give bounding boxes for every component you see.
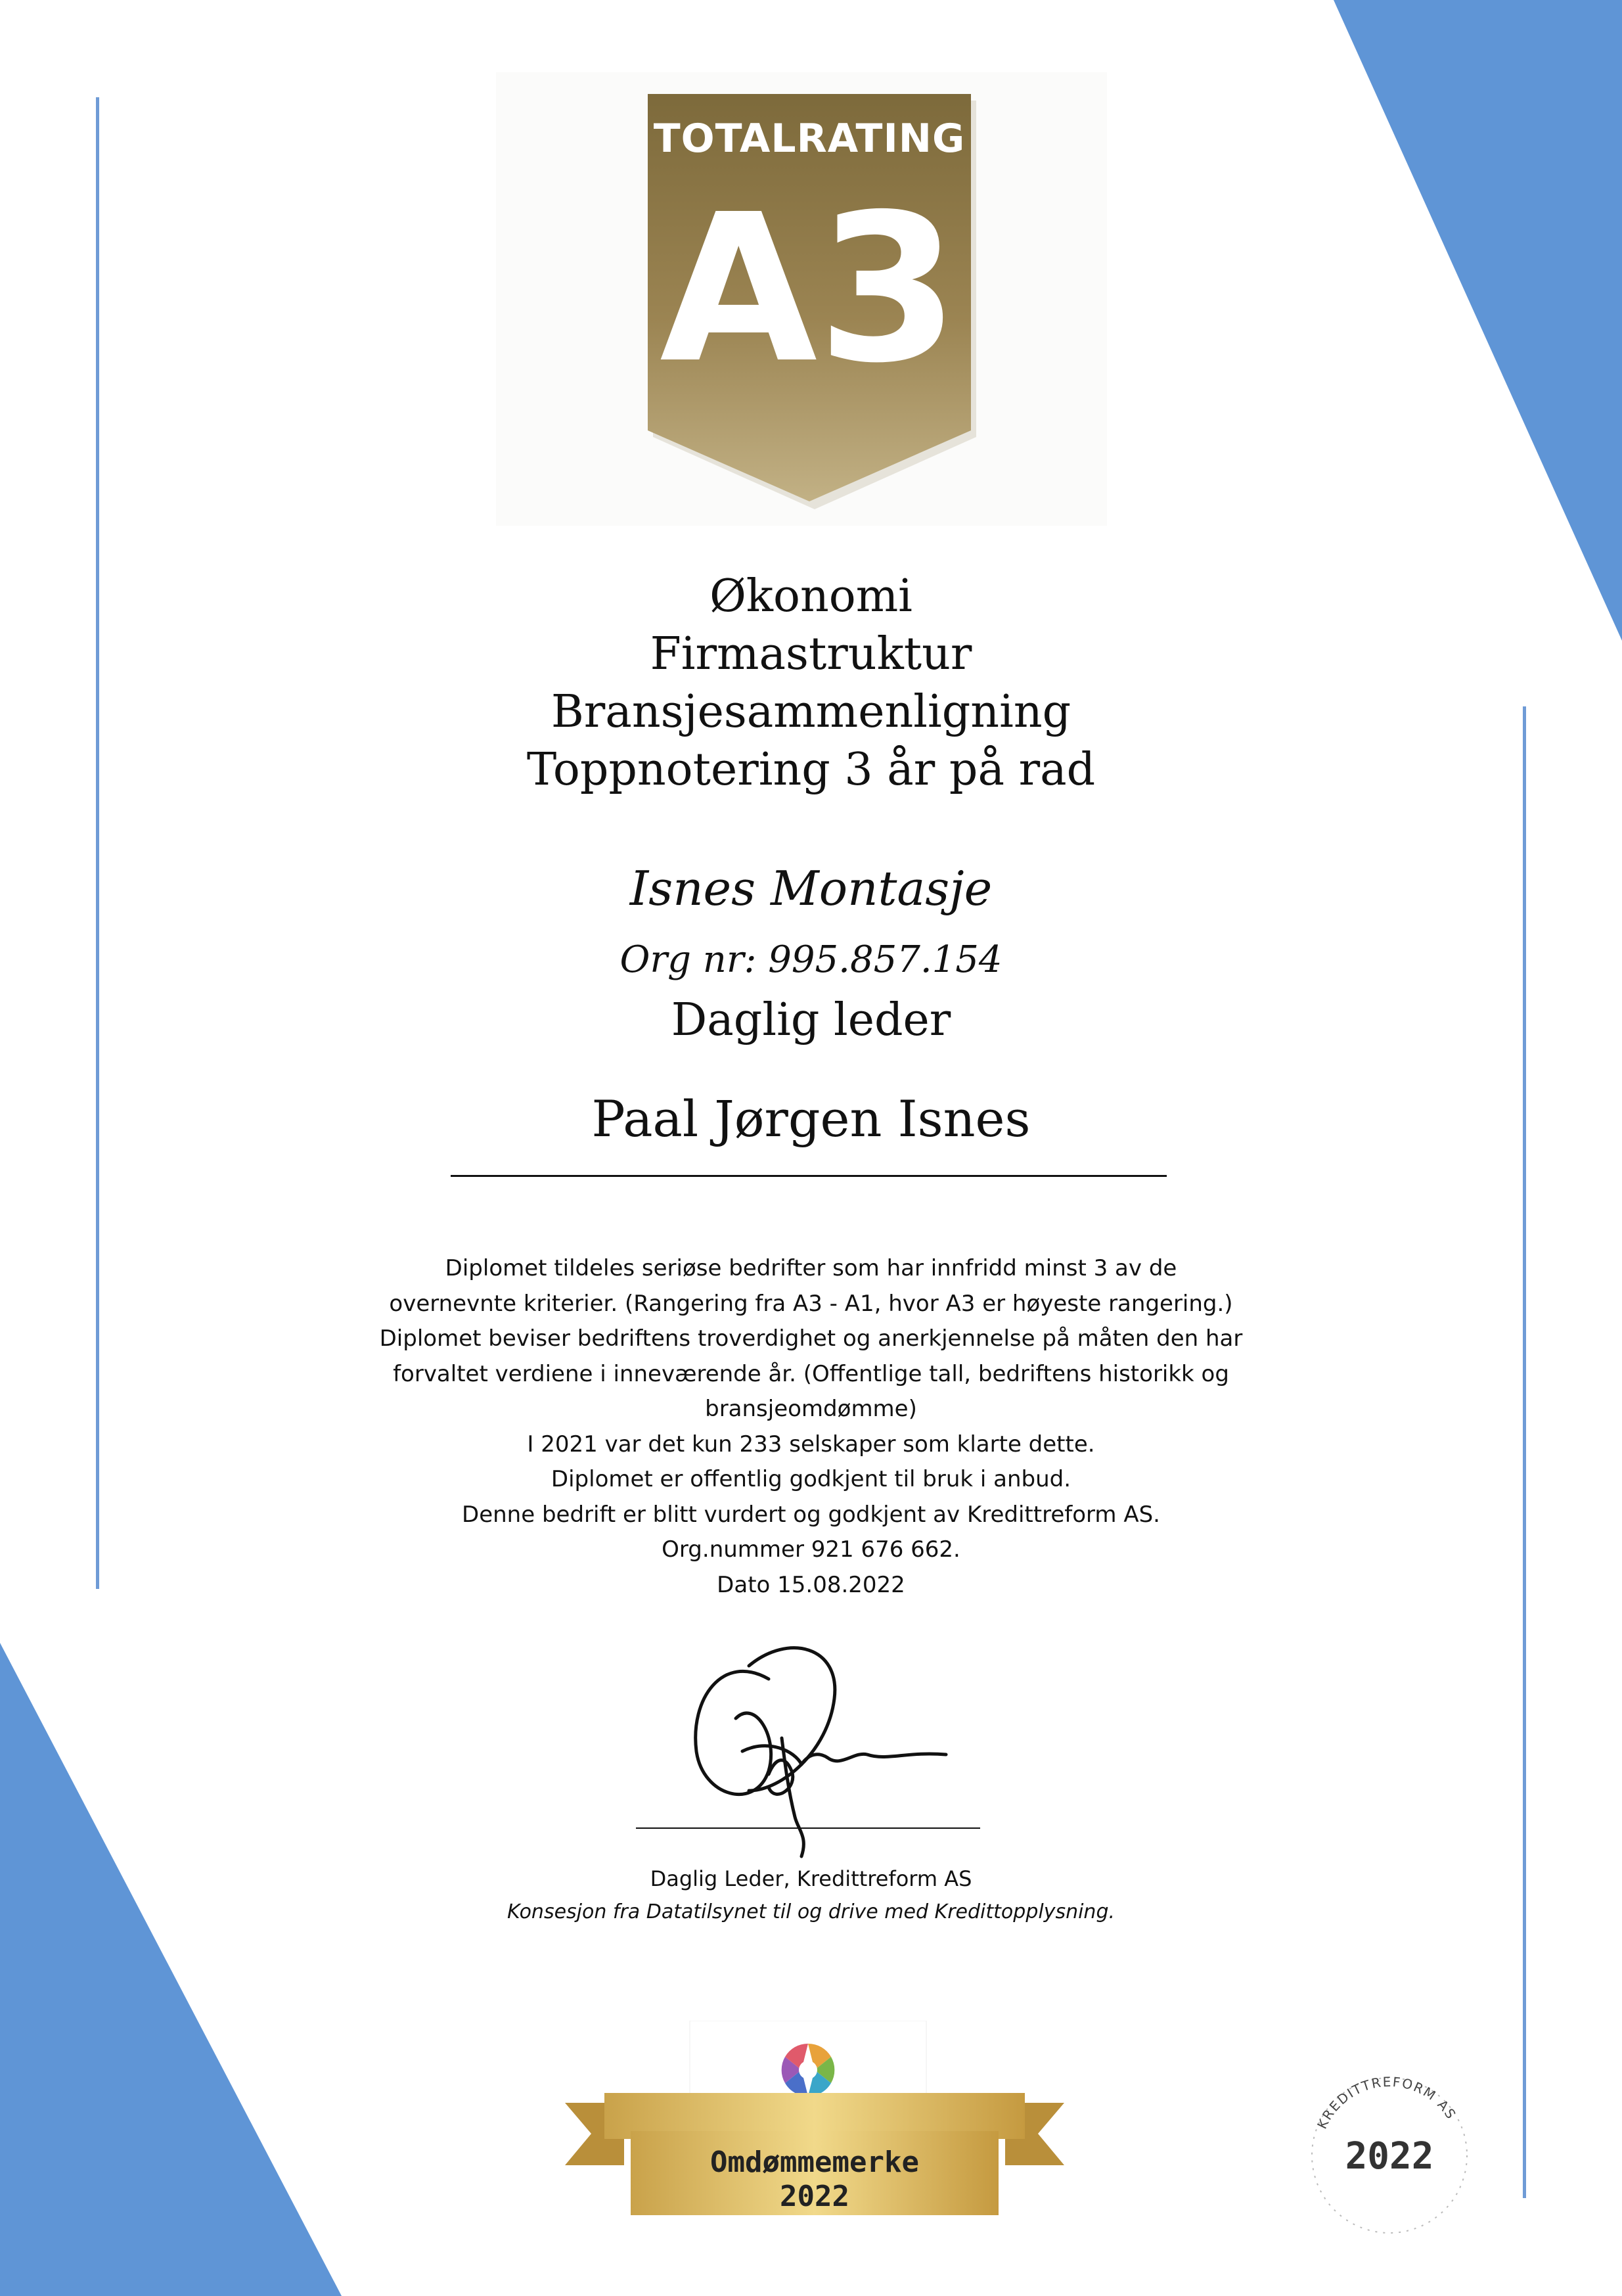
- diploma-description: [0, 1251, 1622, 1603]
- body-line: I 2021 var det kun 233 selskaper som klarte dette.: [527, 1431, 1095, 1458]
- signature-line: [636, 1827, 980, 1829]
- person-name: Paal Jørgen Isnes: [591, 1090, 1031, 1148]
- name-underline: [451, 1175, 1167, 1177]
- reputation-seal: [565, 2021, 1064, 2218]
- seal-title: Omdømmemerke: [710, 2146, 919, 2179]
- top-right-triangle: [1334, 0, 1622, 641]
- handwritten-signature: [670, 1640, 985, 1876]
- bottom-left-triangle: [0, 1643, 342, 2296]
- body-line: Diplomet beviser bedriftens troverdighet og anerkjennelse på måten den har: [379, 1325, 1243, 1352]
- criteria-item: Firmastruktur: [650, 628, 972, 680]
- body-line: Denne bedrift er blitt vurdert og godkjent av Kredittreform AS.: [462, 1501, 1160, 1528]
- badge-title: TOTALRATING: [653, 116, 966, 162]
- org-number: Org nr: 995.857.154: [620, 938, 1002, 981]
- badge-grade: A3: [660, 171, 959, 408]
- criteria-item: Toppnotering 3 år på rad: [526, 744, 1096, 796]
- company-name: Isnes Montasje: [629, 861, 993, 916]
- criteria-list: [0, 568, 1622, 799]
- license-note: Konsesjon fra Datatilsynet til og drive med Kredittopplysning.: [507, 1900, 1115, 1923]
- criteria-item: Økonomi: [710, 570, 912, 622]
- body-line: Dato 15.08.2022: [717, 1571, 905, 1598]
- role-title: Daglig leder: [671, 994, 951, 1046]
- seal-year: 2022: [780, 2180, 849, 2213]
- totalrating-badge: [644, 89, 985, 516]
- body-line: Diplomet er offentlig godkjent til bruk i anbud.: [551, 1466, 1071, 1492]
- body-line: Diplomet tildeles seriøse bedrifter som har innfridd minst 3 av de: [445, 1255, 1177, 1281]
- body-line: overnevnte kriterier. (Rangering fra A3 - A1, hvor A3 er høyeste rangering.): [389, 1290, 1233, 1317]
- criteria-item: Bransjesammenligning: [551, 686, 1071, 738]
- body-line: bransjeomdømme): [705, 1396, 917, 1422]
- round-stamp: [1304, 2070, 1475, 2241]
- stamp-year: 2022: [1345, 2135, 1434, 2178]
- signature-caption: Daglig Leder, Kredittreform AS: [650, 1866, 972, 1891]
- body-line: forvaltet verdiene i inneværende år. (Offentlige tall, bedriftens historikk og: [393, 1360, 1229, 1387]
- stamp-ring-text: KREDITTREFORM AS: [1313, 2073, 1460, 2132]
- body-line: Org.nummer 921 676 662.: [662, 1536, 960, 1563]
